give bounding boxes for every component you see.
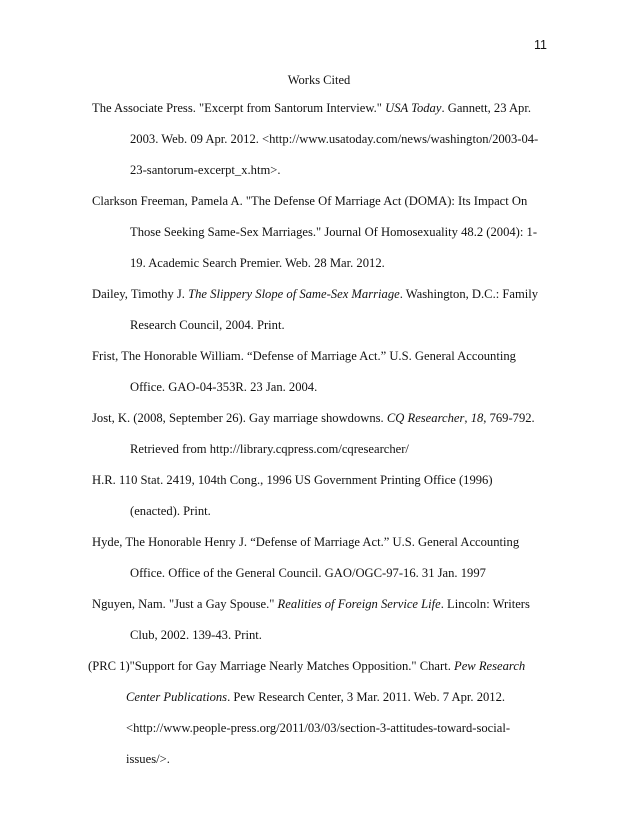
citation-text: Office. GAO-04-353R. 23 Jan. 2004.: [130, 380, 318, 394]
citation-text: Clarkson Freeman, Pamela A. "The Defense Of Marriage Act (DOMA): Its Impact On: [92, 194, 528, 208]
citation-text: Dailey, Timothy J.: [92, 287, 189, 301]
citation-italic-text: 18: [470, 411, 484, 425]
citation-italic-text: Center Publications: [126, 690, 228, 704]
citation-italic-text: Pew Research: [454, 659, 526, 673]
citation-text: ,: [464, 411, 471, 425]
citation-line: [92, 589, 562, 620]
citation-line: [92, 434, 562, 465]
citation-entry: [92, 93, 562, 186]
citation-line: [88, 651, 562, 682]
citation-italic-text: USA Today: [385, 101, 442, 115]
citation-italic-text: Realities of Foreign Service Life: [277, 597, 441, 611]
page-number: 11: [534, 38, 547, 52]
citation-entry: [88, 651, 562, 775]
citation-line: [92, 372, 562, 403]
citation-entry: [92, 279, 562, 341]
citation-line: [92, 217, 562, 248]
citation-text: <http://www.people-press.org/2011/03/03/section-3-attitudes-toward-social-: [126, 721, 511, 735]
citation-text: issues/>.: [126, 752, 170, 766]
citation-text: , 769-792.: [483, 411, 535, 425]
citation-text: 19. Academic Search Premier. Web. 28 Mar. 2012.: [130, 256, 385, 270]
citation-italic-text: CQ Researcher: [386, 411, 465, 425]
citation-line: [92, 279, 562, 310]
citation-text: (PRC 1)"Support for Gay Marriage Nearly Matches Opposition." Chart.: [88, 659, 454, 673]
citation-line: [92, 186, 562, 217]
citation-entry: [92, 465, 562, 527]
citation-entry: [92, 403, 562, 465]
citation-line: [92, 310, 562, 341]
citation-entry: [92, 527, 562, 589]
citation-text: Retrieved from http://library.cqpress.com/cqresearcher/: [130, 442, 409, 456]
citation-line: [92, 248, 562, 279]
citation-text: Research Council, 2004. Print.: [130, 318, 285, 332]
citation-text: Those Seeking Same-Sex Marriages." Journal Of Homosexuality 48.2 (2004): 1-: [130, 225, 538, 239]
citation-text: (enacted). Print.: [130, 504, 211, 518]
citation-text: . Lincoln: Writers: [440, 597, 530, 611]
citation-line: [88, 744, 562, 775]
citation-line: [92, 620, 562, 651]
citation-text: . Gannett, 23 Apr.: [441, 101, 531, 115]
citation-text: Club, 2002. 139-43. Print.: [130, 628, 262, 642]
citation-entry: [92, 341, 562, 403]
citation-text: Nguyen, Nam. "Just a Gay Spouse.": [92, 597, 278, 611]
citation-line: [92, 341, 562, 372]
citation-text: Frist, The Honorable William. “Defense of Marriage Act.” U.S. General Accounting: [92, 349, 516, 363]
citation-text: Jost, K. (2008, September 26). Gay marriage showdowns.: [92, 411, 387, 425]
citation-line: [92, 93, 562, 124]
citation-line: [92, 465, 562, 496]
citation-line: [92, 527, 562, 558]
citation-text: . Washington, D.C.: Family: [399, 287, 539, 301]
citation-line: [88, 713, 562, 744]
citation-line: [92, 558, 562, 589]
citation-text: 2003. Web. 09 Apr. 2012. <http://www.usatoday.com/news/washington/2003-04-: [130, 132, 539, 146]
citation-entry: [92, 186, 562, 279]
citation-line: [92, 496, 562, 527]
citation-text: . Pew Research Center, 3 Mar. 2011. Web. 7 Apr. 2012.: [227, 690, 506, 704]
citation-line: [88, 682, 562, 713]
citation-text: H.R. 110 Stat. 2419, 104th Cong., 1996 US Government Printing Office (1996): [92, 473, 493, 487]
citation-entry: [92, 589, 562, 651]
citation-text: Hyde, The Honorable Henry J. “Defense of Marriage Act.” U.S. General Accounting: [92, 535, 520, 549]
citation-list: [88, 93, 562, 775]
works-cited-title: Works Cited: [287, 73, 351, 87]
citation-line: [92, 124, 562, 155]
citation-line: [92, 403, 562, 434]
citation-italic-text: The Slippery Slope of Same-Sex Marriage: [188, 287, 400, 301]
citation-line: [92, 155, 562, 186]
citation-text: Office. Office of the General Council. GAO/OGC-97-16. 31 Jan. 1997: [130, 566, 486, 580]
citation-text: 23-santorum-excerpt_x.htm>.: [130, 163, 281, 177]
citation-text: The Associate Press. "Excerpt from Santorum Interview.": [92, 101, 386, 115]
